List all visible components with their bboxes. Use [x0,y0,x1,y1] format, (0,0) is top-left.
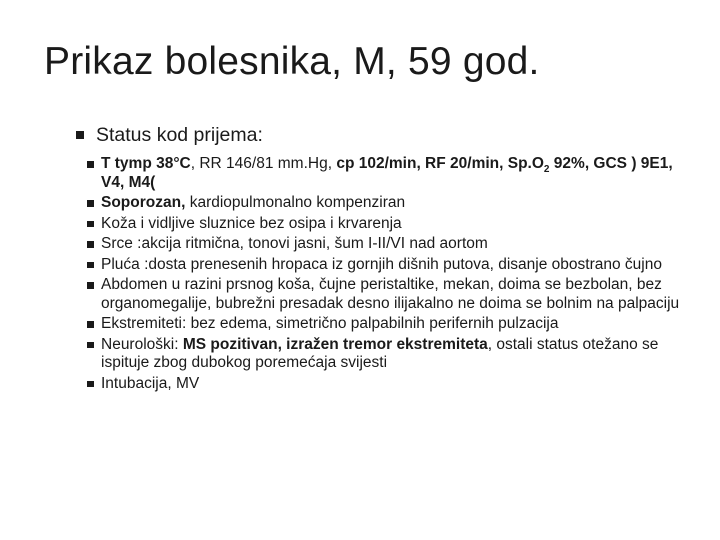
square-bullet-icon [87,221,94,228]
square-bullet-icon [87,200,94,207]
lungs-text: Pluća :dosta prenesenih hropaca iz gornjih dišnih putova, disanje obostrano čujno [101,255,662,273]
neuro-label: Neurološki: [101,335,183,353]
list-item-intubation [101,375,691,394]
list-item-neurological [101,336,691,373]
status-list [101,155,691,395]
list-item-vitals [101,155,691,192]
neuro-rest: , ostali status otežano se ispituje zbog dubokog poremećaja svijesti [101,335,659,371]
list-item-abdomen [101,276,691,313]
heart-text: Srce :akcija ritmična, tonovi jasni, šum I-II/VI nad aortom [101,235,488,252]
square-bullet-icon [87,321,94,328]
section-label: Status kod prijema: [96,124,263,146]
list-item-skin [101,215,691,234]
vitals-spo-subscript: 2 [543,164,550,176]
square-bullet-icon [87,342,94,349]
consciousness-text: kardiopulmonalno kompenziran [185,194,406,211]
square-bullet-icon [87,381,94,388]
square-bullet-icon [87,262,94,269]
list-item-lungs [101,256,691,275]
list-item-heart [101,235,691,254]
square-bullet-icon [87,161,94,168]
section-status-kod-prijema [96,123,263,147]
neuro-finding: MS pozitivan, izražen tremor ekstremiteta [182,335,488,353]
slide-title: Prikaz bolesnika, M, 59 god. [44,40,540,83]
vitals-temperature: T tymp 38°C [101,155,191,172]
square-bullet-icon [76,131,84,139]
list-item-extremities [101,315,691,334]
skin-text: Koža i vidljive sluznice bez osipa i krvarenja [101,214,402,232]
vitals-cp-rf-spo: cp 102/min, RF 20/min, Sp.O [336,155,544,172]
vitals-saturation-gcs: 92%, GCS ) 9E1, V4, M4( [101,155,673,191]
consciousness-label: Soporozan, [101,194,186,211]
extremities-text: Ekstremiteti: bez edema, simetrično palpabilnih perifernih pulzacija [101,315,559,332]
list-item-consciousness [101,194,691,213]
intubation-text: Intubacija, MV [101,374,200,392]
square-bullet-icon [87,241,94,248]
vitals-rr: , RR 146/81 mm.Hg, [190,155,337,172]
square-bullet-icon [87,282,94,289]
abdomen-text: Abdomen u razini prsnog koša, čujne peristaltike, mekan, doima se bezbolan, bez organomegalije, bubrežni presadak desno ilijakalno ne doima se bolnim na palpaciju [101,276,680,312]
